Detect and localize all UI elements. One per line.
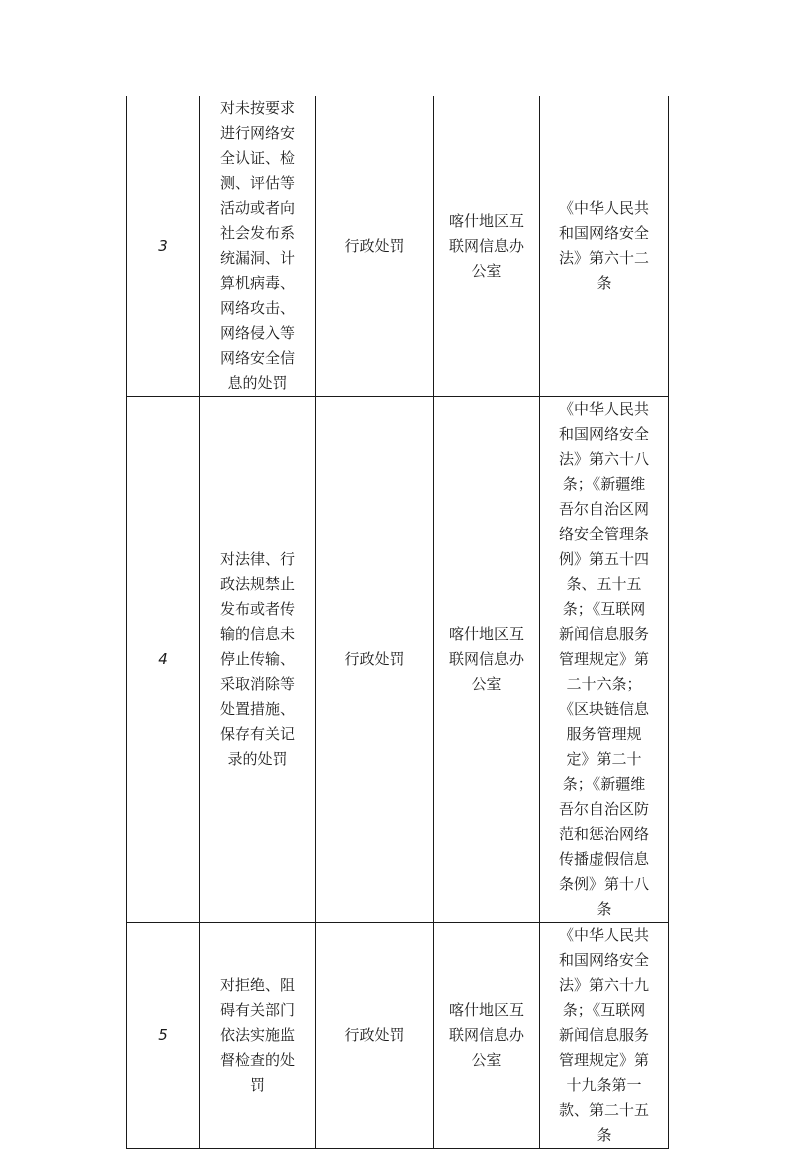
table-row <box>127 96 669 397</box>
row-number-cell <box>127 923 200 1149</box>
agency-cell <box>434 96 540 397</box>
item-type-cell <box>316 923 434 1149</box>
legal-basis-cell <box>540 96 669 397</box>
item-type-cell <box>316 96 434 397</box>
row-number-cell <box>127 96 200 397</box>
legal-basis-cell <box>540 923 669 1149</box>
item-type: 行政处罚 <box>344 1026 405 1044</box>
item-name-cell <box>200 397 316 923</box>
legal-basis: 《中华人民共和国网络安全法》第六十八条；《新疆维吾尔自治区网络安全管理条例》第五十四条、五十五条；《互联网新闻信息服务管理规定》第二十六条；《区块链信息服务管理规定》第二十条；《新疆维吾尔自治区防范和惩治网络传播虚假信息条例》第十八条 <box>558 400 649 918</box>
penalty-table <box>126 96 669 1149</box>
row-number: 4 <box>158 650 168 668</box>
row-number: 5 <box>158 1026 168 1044</box>
item-name-cell <box>200 923 316 1149</box>
row-number: 3 <box>158 236 168 255</box>
row-number-cell <box>127 397 200 923</box>
item-name-cell <box>200 96 316 397</box>
item-name: 对法律、行政法规禁止发布或者传输的信息未停止传输、采取消除等处置措施、保存有关记录的处罚 <box>219 550 295 768</box>
legal-basis: 《中华人民共和国网络安全法》第六十二条 <box>558 199 649 292</box>
agency-cell <box>434 397 540 923</box>
table-row <box>127 397 669 923</box>
agency-cell <box>434 923 540 1149</box>
agency-name: 喀什地区互联网信息办公室 <box>448 211 524 280</box>
agency-name: 喀什地区互联网信息办公室 <box>448 1001 524 1069</box>
item-type: 行政处罚 <box>344 650 405 668</box>
item-type: 行政处罚 <box>344 236 405 255</box>
agency-name: 喀什地区互联网信息办公室 <box>448 625 524 693</box>
legal-basis: 《中华人民共和国网络安全法》第六十九条；《互联网新闻信息服务管理规定》第十九条第一款、第二十五条 <box>558 926 649 1144</box>
legal-basis-cell <box>540 397 669 923</box>
item-type-cell <box>316 397 434 923</box>
item-name: 对拒绝、阻碍有关部门依法实施监督检查的处罚 <box>219 976 295 1094</box>
table-row <box>127 923 669 1149</box>
item-name: 对未按要求进行网络安全认证、检测、评估等活动或者向社会发布系统漏洞、计算机病毒、网络攻击、网络侵入等网络安全信息的处罚 <box>219 99 295 392</box>
